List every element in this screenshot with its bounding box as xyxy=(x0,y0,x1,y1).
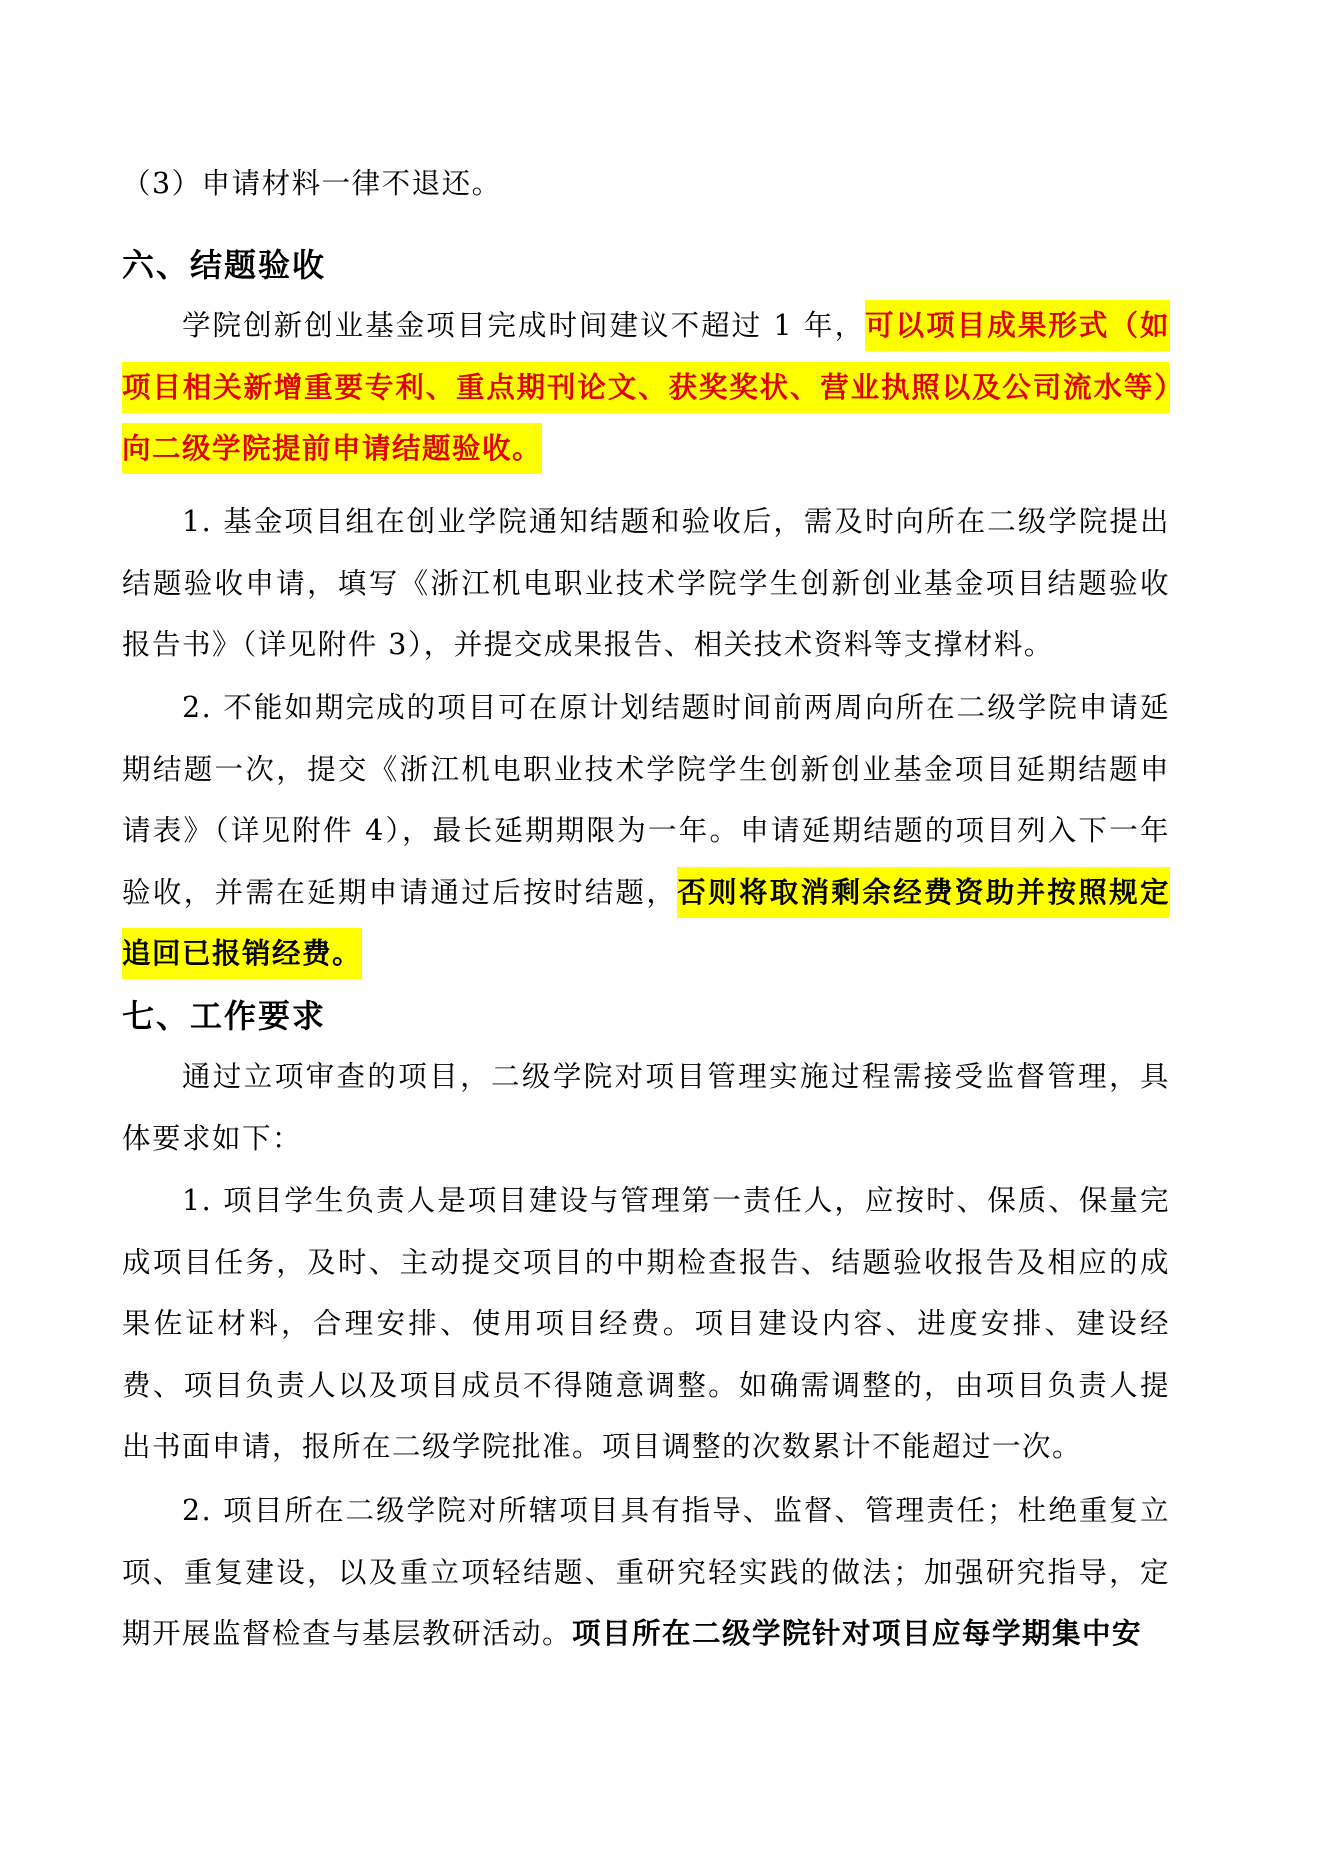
section-6-p2-text: 2. 不能如期完成的项目可在原计划结题时间前两周向所在二级学院申请延期结题一次，提交《浙江机电职业技术学院学生创新创业基金项目延期结题申请表》（详见附件 4），最长延期期限为一年。申请延期结题的项目列入下一年验收，并需在延期申请通过后按时结题， xyxy=(122,691,1170,909)
section-7-paragraph-2 xyxy=(122,1480,1170,1665)
section-7-heading: 七、工作要求 xyxy=(122,997,327,1035)
highlighted-red-text: 可以项目成果形式（如项目相关新增重要专利、重点期刊论文、获奖奖状、营业执照以及公司流水等）向二级学院提前申请结题验收。 xyxy=(122,300,1170,474)
section-6-intro-text: 学院创新创业基金项目完成时间建议不超过 1 年， xyxy=(182,309,866,342)
section-7-intro-paragraph: 通过立项审查的项目，二级学院对项目管理实施过程需接受监督管理，具体要求如下： xyxy=(122,1060,1170,1155)
section-6-paragraph-2 xyxy=(122,677,1170,985)
highlighted-warning-text: 否则将取消剩余经费资助并按照规定追回已报销经费。 xyxy=(122,867,1170,980)
section-6-paragraph-1: 1. 基金项目组在创业学院通知结题和验收后，需及时向所在二级学院提出结题验收申请，填写《浙江机电职业技术学院学生创新创业基金项目结题验收报告书》（详见附件 3），并提交成果报告、相关技术资料等支撑材料。 xyxy=(122,505,1170,661)
section-7-p2-text: 2. 项目所在二级学院对所辖项目具有指导、监督、管理责任；杜绝重复立项、重复建设，以及重立项轻结题、重研究轻实践的做法；加强研究指导，定期开展监督检查与基层教研活动。 xyxy=(122,1494,1170,1650)
section-6-heading: 六、结题验收 xyxy=(122,246,327,284)
section-6-intro-paragraph xyxy=(122,295,1170,480)
section-7-paragraph-1: 1. 项目学生负责人是项目建设与管理第一责任人，应按时、保质、保量完成项目任务，及时、主动提交项目的中期检查报告、结题验收报告及相应的成果佐证材料，合理安排、使用项目经费。项目建设内容、进度安排、建设经费、项目负责人以及项目成员不得随意调整。如确需调整的，由项目负责人提出书面申请，报所在二级学院批准。项目调整的次数累计不能超过一次。 xyxy=(122,1184,1170,1463)
item-3-text: （3）申请材料一律不退还。 xyxy=(122,167,502,200)
item-3-line xyxy=(122,153,1170,215)
bold-emphasis-text: 项目所在二级学院针对项目应每学期集中安 xyxy=(572,1617,1143,1650)
